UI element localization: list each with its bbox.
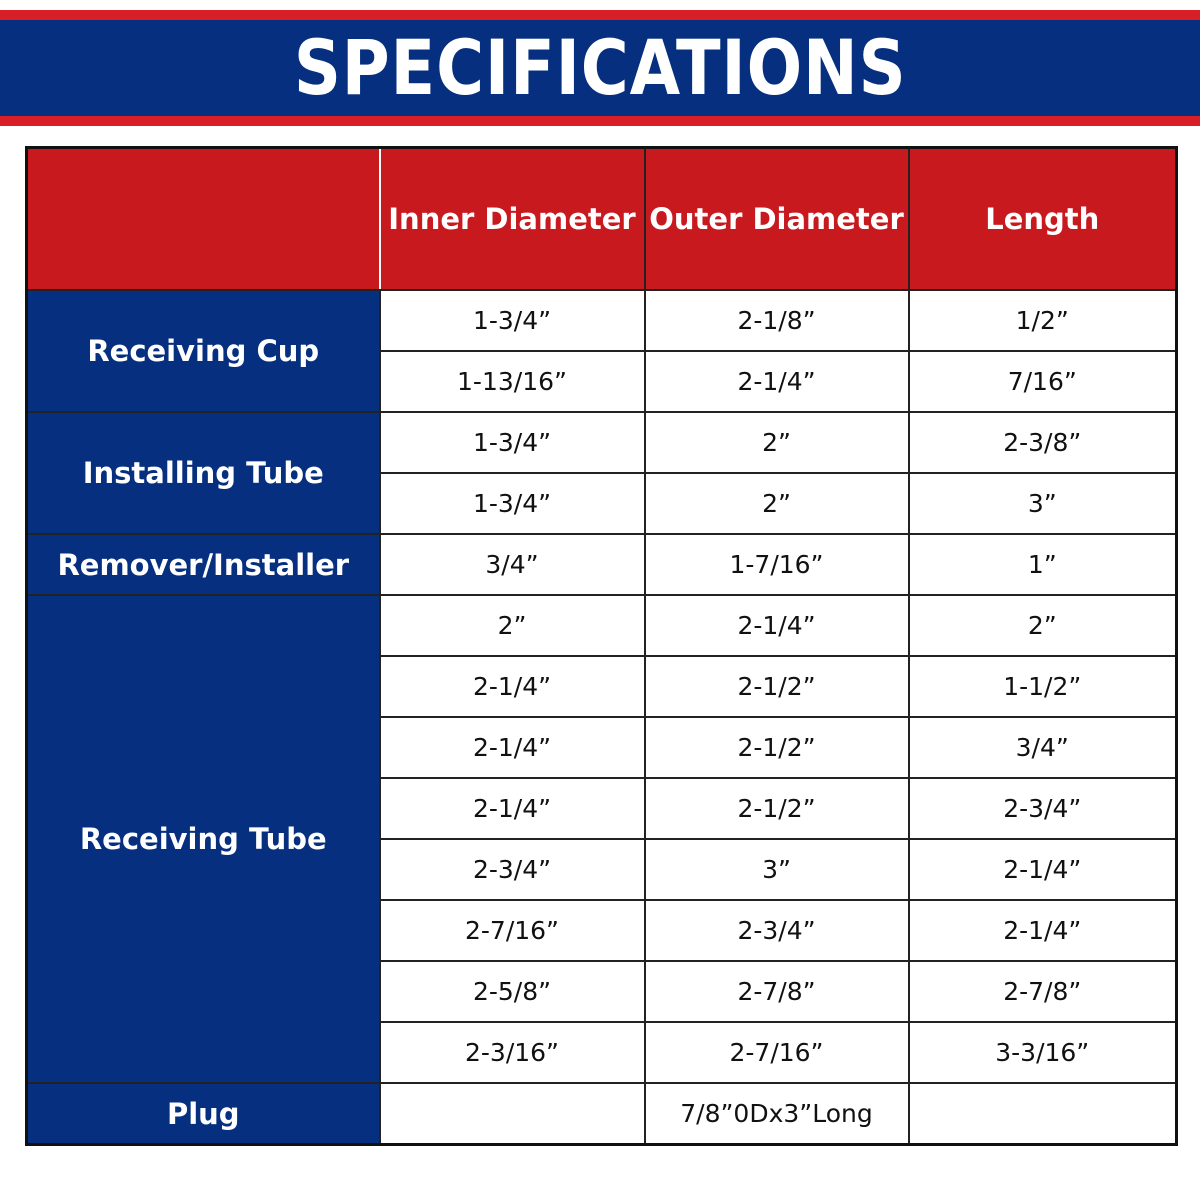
cell-length: 2-1/4” (909, 900, 1177, 961)
cell-inner-diameter (380, 1083, 645, 1145)
banner-top-stripe (0, 10, 1200, 20)
category-receiving-cup: Receiving Cup (27, 290, 380, 412)
cell-outer-diameter: 2-7/8” (645, 961, 909, 1022)
table-row (27, 534, 1177, 595)
cell-outer-diameter: 2-1/2” (645, 778, 909, 839)
cell-length: 3/4” (909, 717, 1177, 778)
cell-length: 3-3/16” (909, 1022, 1177, 1083)
cell-outer-diameter: 2-1/2” (645, 656, 909, 717)
cell-length: 3” (909, 473, 1177, 534)
cell-outer-diameter: 2-3/4” (645, 900, 909, 961)
cell-length: 2-3/8” (909, 412, 1177, 473)
table-row (27, 1083, 1177, 1145)
category-receiving-tube: Receiving Tube (27, 595, 380, 1083)
header-row (27, 148, 1177, 291)
title-banner (0, 20, 1200, 116)
cell-outer-diameter: 2” (645, 473, 909, 534)
cell-length: 2-1/4” (909, 839, 1177, 900)
header-outer-diameter: Outer Diameter (645, 148, 909, 291)
header-corner (27, 148, 380, 291)
specifications-table (25, 146, 1178, 1146)
cell-outer-diameter: 3” (645, 839, 909, 900)
cell-length: 1/2” (909, 290, 1177, 351)
cell-inner-diameter: 2-3/4” (380, 839, 645, 900)
cell-inner-diameter: 1-3/4” (380, 412, 645, 473)
table-row (27, 290, 1177, 351)
cell-inner-diameter: 2-7/16” (380, 900, 645, 961)
cell-inner-diameter: 2-1/4” (380, 778, 645, 839)
cell-outer-diameter: 2” (645, 412, 909, 473)
cell-inner-diameter: 1-13/16” (380, 351, 645, 412)
cell-outer-diameter: 2-1/4” (645, 351, 909, 412)
cell-outer-diameter: 2-1/2” (645, 717, 909, 778)
cell-length: 1” (909, 534, 1177, 595)
cell-length: 7/16” (909, 351, 1177, 412)
header-inner-diameter: Inner Diameter (380, 148, 645, 291)
cell-inner-diameter: 2-1/4” (380, 656, 645, 717)
cell-outer-diameter: 1-7/16” (645, 534, 909, 595)
cell-outer-diameter: 2-7/16” (645, 1022, 909, 1083)
table-row (27, 412, 1177, 473)
cell-inner-diameter: 1-3/4” (380, 290, 645, 351)
category-installing-tube: Installing Tube (27, 412, 380, 534)
cell-outer-diameter: 7/8”0Dx3”Long (645, 1083, 909, 1145)
cell-length: 2” (909, 595, 1177, 656)
cell-length: 2-3/4” (909, 778, 1177, 839)
cell-inner-diameter: 1-3/4” (380, 473, 645, 534)
table-row (27, 595, 1177, 656)
header-length: Length (909, 148, 1177, 291)
cell-inner-diameter: 2-1/4” (380, 717, 645, 778)
cell-length (909, 1083, 1177, 1145)
cell-outer-diameter: 2-1/8” (645, 290, 909, 351)
category-plug: Plug (27, 1083, 380, 1145)
cell-length: 1-1/2” (909, 656, 1177, 717)
cell-inner-diameter: 2-3/16” (380, 1022, 645, 1083)
cell-inner-diameter: 3/4” (380, 534, 645, 595)
category-remover-installer: Remover/Installer (27, 534, 380, 595)
cell-inner-diameter: 2-5/8” (380, 961, 645, 1022)
cell-inner-diameter: 2” (380, 595, 645, 656)
page-title: SPECIFICATIONS (293, 23, 907, 112)
table-body (27, 290, 1177, 1145)
banner-bottom-stripe (0, 116, 1200, 126)
cell-outer-diameter: 2-1/4” (645, 595, 909, 656)
cell-length: 2-7/8” (909, 961, 1177, 1022)
